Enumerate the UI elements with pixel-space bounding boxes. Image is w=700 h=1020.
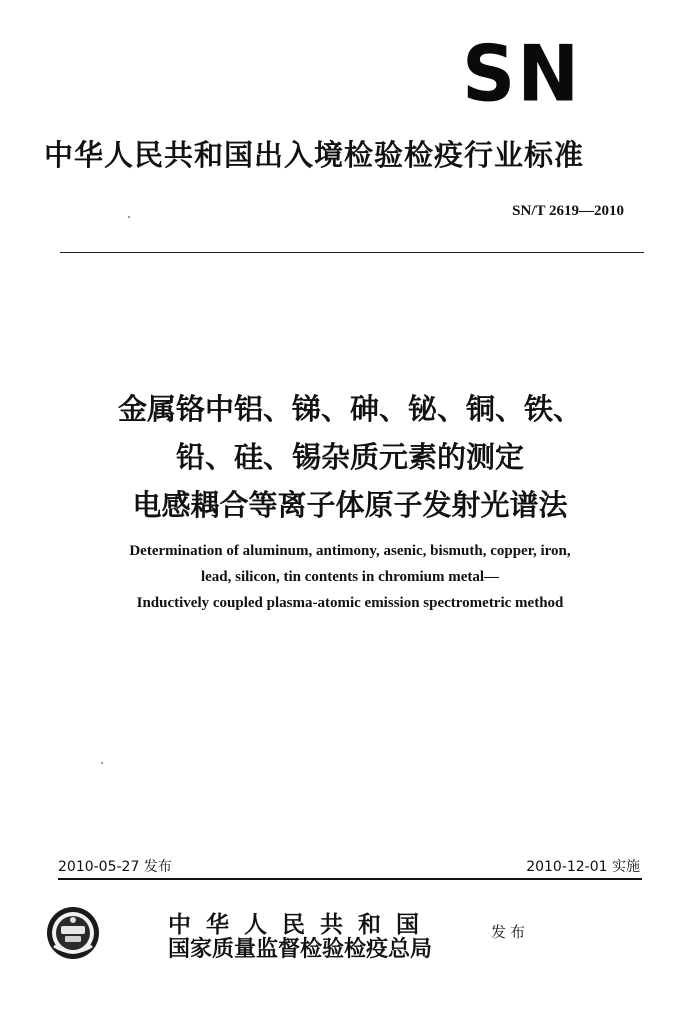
implementation-date: 2010-12-01 实施 — [526, 859, 640, 875]
issuer-agency: 国家质量监督检验检疫总局 — [168, 937, 433, 962]
sn-logo: SN — [462, 28, 582, 120]
issuer-country: 中华人民共和国 — [168, 912, 434, 938]
english-title-line-2: lead, silicon, tin contents in chromium metal— — [200, 569, 500, 585]
english-title — [0, 538, 700, 616]
chinese-title — [0, 385, 700, 529]
standard-category: 中华人民共和国出入境检验检疫行业标准 — [44, 138, 585, 172]
scan-speck — [128, 216, 130, 218]
chinese-title-line-3: 电感耦合等离子体原子发射光谱法 — [132, 488, 568, 522]
english-title-line-3: Inductively coupled plasma-atomic emission spectrometric method — [136, 595, 564, 611]
chinese-title-line-1: 金属铬中铝、锑、砷、铋、铜、铁、 — [117, 392, 582, 426]
scan-speck — [101, 762, 103, 764]
publish-label: 发布 — [491, 923, 530, 941]
header-divider — [60, 252, 644, 253]
standard-code: SN/T 2619—2010 — [512, 203, 624, 219]
chinese-title-line-2: 铅、硅、锡杂质元素的测定 — [175, 440, 524, 474]
english-title-line-1: Determination of aluminum, antimony, asenic, bismuth, copper, iron, — [129, 543, 571, 559]
footer-divider — [58, 878, 642, 880]
aqsiq-seal-icon — [46, 906, 100, 960]
issue-date: 2010-05-27 发布 — [58, 859, 172, 875]
